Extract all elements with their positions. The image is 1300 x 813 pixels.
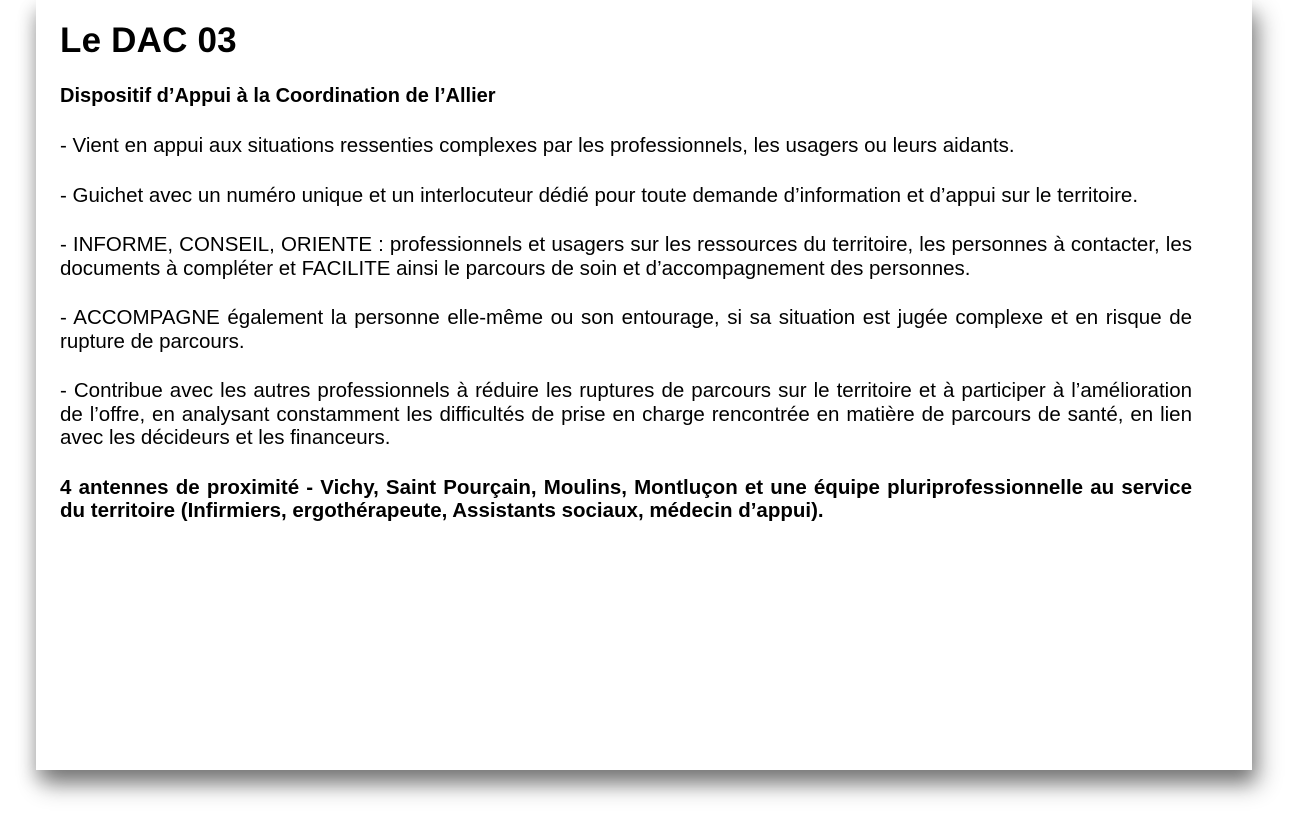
document-content — [60, 18, 1192, 523]
paragraph-contribue: - Contribue avec les autres professionnels à réduire les ruptures de parcours sur le territoire et à participer à l’amélioration de l’offre, en analysant constamment les difficultés de prise en charge rencontrée en matière de parcours de santé, en lien avec les décideurs et les financeurs. — [60, 379, 1192, 449]
paragraph-antennes: 4 antennes de proximité - Vichy, Saint Pourçain, Moulins, Montluçon et une équipe pluriprofessionnelle au service du territoire (Infirmiers, ergothérapeute, Assistants sociaux, médecin d’appui). — [60, 475, 1192, 522]
paragraph-guichet: - Guichet avec un numéro unique et un interlocuteur dédié pour toute demande d’information et d’appui sur le territoire. — [60, 183, 1139, 207]
paragraph-informe: - INFORME, CONSEIL, ORIENTE : professionnels et usagers sur les ressources du territoire, les personnes à contacter, les documents à compléter et FACILITE ainsi le parcours de soin et d’accompagnement des personnes. — [60, 233, 1192, 280]
paragraph-appui: - Vient en appui aux situations ressenties complexes par les professionnels, les usagers ou leurs aidants. — [60, 134, 1015, 157]
paragraph-accompagne: - ACCOMPAGNE également la personne elle-même ou son entourage, si sa situation est jugée complexe et en risque de rupture de parcours. — [60, 306, 1192, 353]
page-title: Le DAC 03 — [60, 21, 237, 60]
document-subtitle: Dispositif d’Appui à la Coordination de l’Allier — [60, 85, 496, 107]
document-card — [36, 0, 1252, 770]
